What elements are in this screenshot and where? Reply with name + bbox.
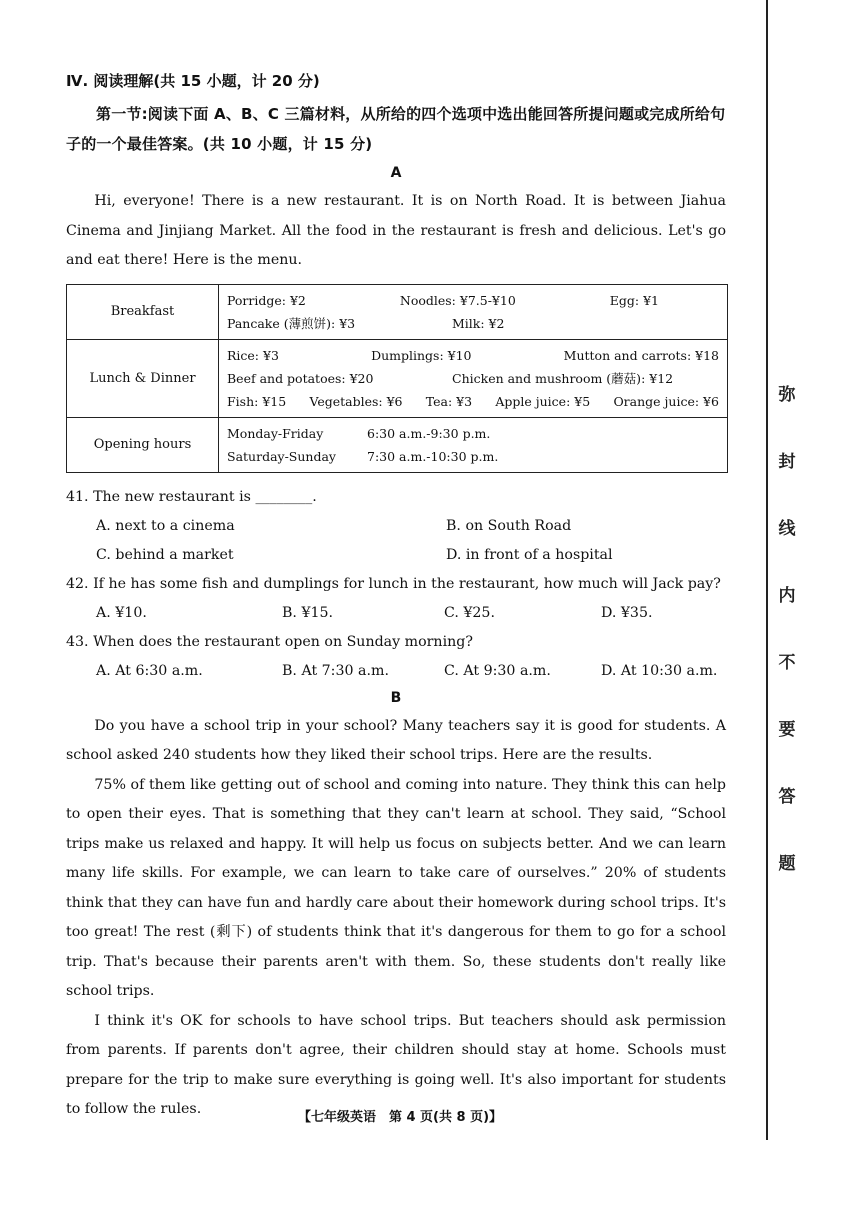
menu-row-breakfast	[67, 284, 728, 339]
menu-table	[66, 284, 728, 473]
menu-row-lunch-dinner	[67, 339, 728, 417]
page-footer: 【七年级英语 第 4 页(共 8 页)】	[297, 1110, 503, 1125]
menu-item: Beef and potatoes: ¥20	[227, 370, 374, 386]
menu-category: Opening hours	[67, 417, 219, 472]
menu-item: Fish: ¥15	[227, 393, 287, 409]
option: C. At 9:30 a.m.	[444, 662, 551, 679]
option: B. on South Road	[446, 517, 572, 534]
passage-a-heading: A	[390, 165, 402, 181]
binding-char: 答	[778, 787, 796, 807]
menu-item: Chicken and mushroom (蘑菇): ¥12	[452, 370, 674, 386]
question-41	[66, 483, 726, 570]
option: C. ¥25.	[444, 604, 495, 621]
option: B. ¥15.	[282, 604, 334, 621]
passage-b-paragraph: 75% of them like getting out of school and coming into nature. They think this can help to open their eyes. That is something that they can't learn at school. They said, “School trips make us relaxed and happy. It will help us focus on subjects better. And we can learn many life skills. For example, we can learn to take care of ourselves.” 20% of students think that they can have fun and hardly care about their homework during school trips. It's too great! The rest (剩下) of students think that it's dangerous for them to go for a school trip. That's because their parents aren't with them. So, these students don't really like school trips.	[66, 776, 726, 999]
hours-time: 7:30 a.m.-10:30 p.m.	[367, 448, 499, 464]
binding-char: 封	[778, 452, 796, 472]
menu-item: Vegetables: ¥6	[309, 393, 403, 409]
passage-b-heading: B	[390, 689, 402, 706]
option: D. ¥35.	[601, 604, 653, 621]
menu-item: Apple juice: ¥5	[495, 393, 591, 409]
question-options	[66, 657, 726, 686]
hours-day: Saturday-Sunday	[227, 448, 336, 464]
binding-line	[766, 0, 768, 1140]
option: B. At 7:30 a.m.	[282, 662, 389, 679]
binding-char: 题	[778, 854, 796, 874]
passage-b-paragraph: I think it's OK for schools to have school trips. But teachers should ask permission from parents. If parents don't agree, their children should stay at home. Schools must prepare for the trip to make sure everything is going well. It's also important for students to follow the rules.	[66, 1012, 726, 1117]
option: A. next to a cinema	[96, 517, 235, 534]
question-43	[66, 628, 726, 686]
section-title: Ⅳ. 阅读理解(共 15 小题，计 20 分)	[66, 72, 320, 90]
option: A. At 6:30 a.m.	[96, 662, 203, 679]
menu-category: Breakfast	[67, 284, 219, 339]
binding-char: 内	[778, 586, 796, 606]
question-options	[66, 512, 726, 570]
passage-a-paragraph: Hi, everyone! There is a new restaurant. It is on North Road. It is between Jiahua Cinema and Jinjiang Market. All the food in the restaurant is fresh and delicious. Let's go and eat there! Here is the menu.	[66, 193, 726, 268]
option: D. At 10:30 a.m.	[601, 662, 718, 679]
hours-day: Monday-Friday	[227, 425, 324, 441]
menu-item: Porridge: ¥2	[227, 292, 306, 308]
menu-items	[219, 417, 728, 472]
menu-item: Tea: ¥3	[425, 393, 473, 409]
menu-item: Dumplings: ¥10	[371, 347, 472, 363]
binding-notice	[773, 380, 801, 874]
question-options	[66, 599, 726, 628]
menu-items	[219, 284, 728, 339]
menu-item: Rice: ¥3	[227, 347, 279, 363]
option: C. behind a market	[96, 546, 234, 563]
binding-char: 弥	[778, 385, 796, 405]
option: D. in front of a hospital	[446, 546, 613, 563]
question-stem: 41. The new restaurant is ________.	[66, 488, 317, 505]
binding-char: 不	[778, 653, 796, 673]
hours-time: 6:30 a.m.-9:30 p.m.	[367, 425, 491, 441]
menu-row-hours	[67, 417, 728, 472]
menu-item: Mutton and carrots: ¥18	[563, 347, 719, 363]
exam-content	[66, 70, 726, 1125]
option: A. ¥10.	[96, 604, 147, 621]
menu-item: Egg: ¥1	[609, 292, 659, 308]
section-instruction: 第一节:阅读下面 A、B、C 三篇材料，从所给的四个选项中选出能回答所提问题或完成所给句子的一个最佳答案。(共 10 小题，计 15 分)	[66, 105, 726, 153]
menu-item: Pancake (薄煎饼): ¥3	[227, 315, 356, 331]
question-42	[66, 570, 726, 628]
passage-b-paragraph: Do you have a school trip in your school? Many teachers say it is good for students. A school asked 240 students how they liked their school trips. Here are the results.	[66, 717, 726, 763]
menu-item: Orange juice: ¥6	[613, 393, 719, 409]
menu-items	[219, 339, 728, 417]
menu-category: Lunch & Dinner	[67, 339, 219, 417]
menu-item: Milk: ¥2	[452, 315, 505, 331]
question-stem: 42. If he has some fish and dumplings for lunch in the restaurant, how much will Jack pay?	[66, 575, 721, 592]
binding-char: 线	[778, 519, 796, 539]
question-stem: 43. When does the restaurant open on Sunday morning?	[66, 633, 473, 650]
menu-item: Noodles: ¥7.5-¥10	[399, 292, 516, 308]
binding-char: 要	[778, 720, 796, 740]
